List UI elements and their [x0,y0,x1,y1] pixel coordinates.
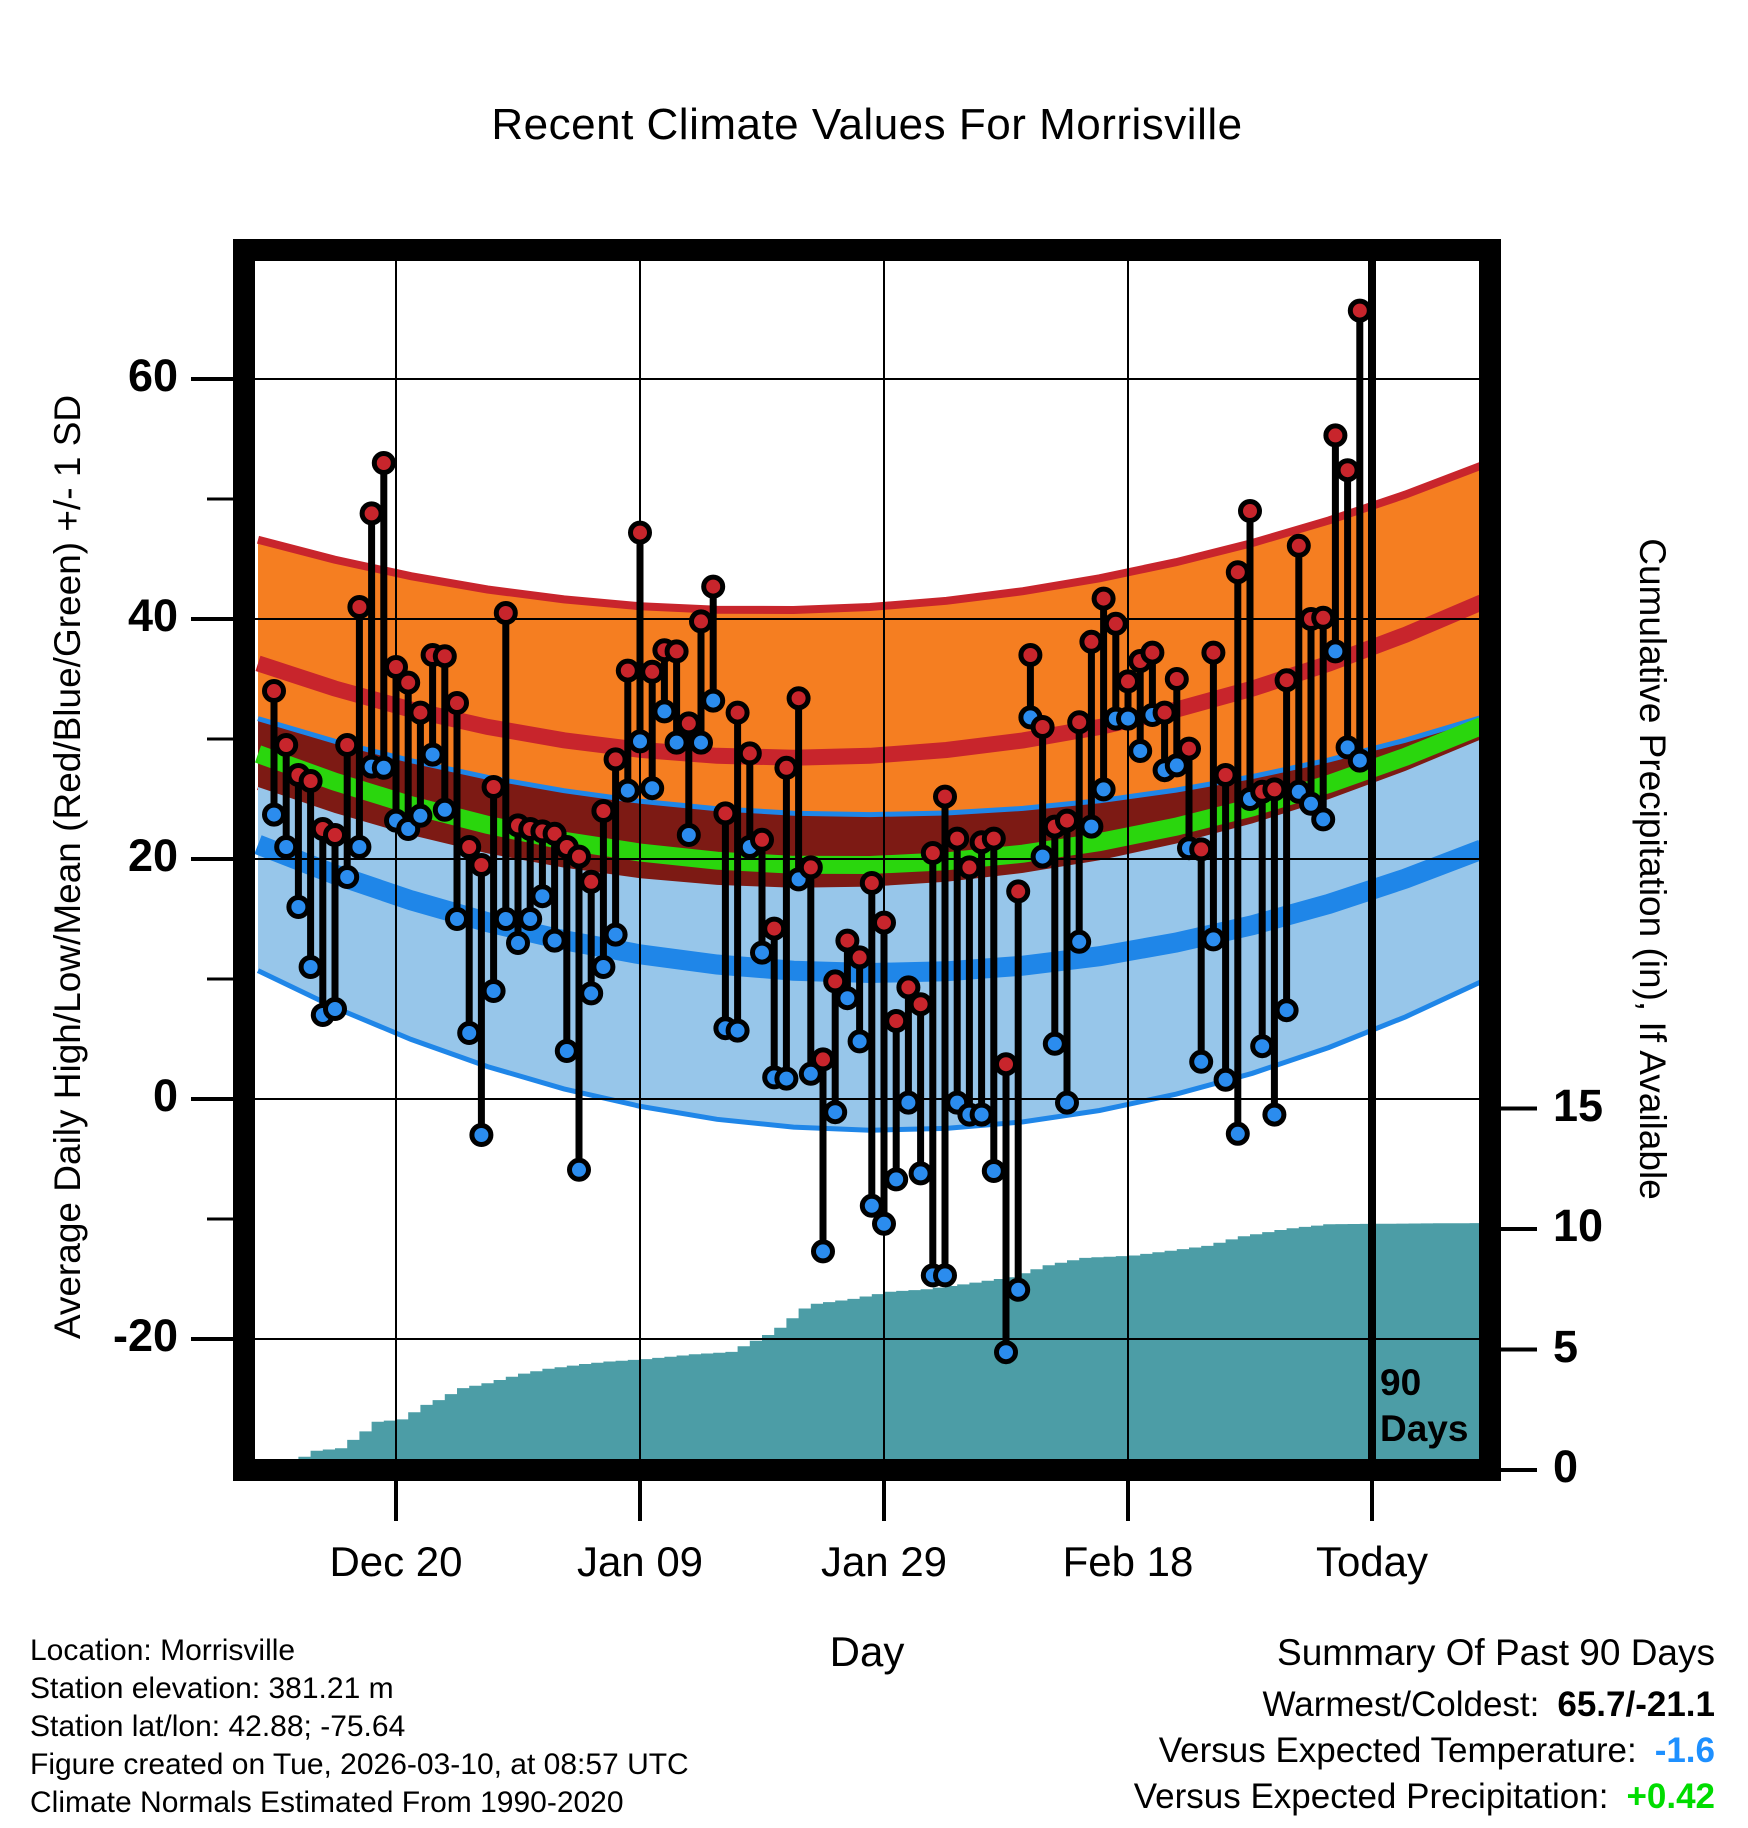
high-dot [362,504,381,523]
high-dot [1350,301,1369,320]
y-axis-tick-label: 40 [127,590,178,641]
high-dot [862,874,881,893]
high-dot [728,703,747,722]
footer-line: Figure created on Tue, 2026-03-10, at 08:57 UTC [30,1748,689,1781]
footer-line: Station elevation: 381.21 m [30,1672,394,1705]
y-axis-tick-label: -20 [112,1310,178,1361]
low-dot [618,781,637,800]
low-dot [667,733,686,752]
summary-title: Summary Of Past 90 Days [1277,1632,1715,1673]
low-dot [435,800,454,819]
high-dot [765,919,784,938]
low-dot [1119,709,1138,728]
high-dot [1082,632,1101,651]
low-dot [1228,1124,1247,1143]
high-dot [1119,672,1138,691]
high-dot [1277,671,1296,690]
high-dot [1265,780,1284,799]
high-dot [753,830,772,849]
low-dot [533,887,552,906]
high-dot [667,642,686,661]
low-dot [1192,1052,1211,1071]
low-dot [1033,847,1052,866]
chart-title: Recent Climate Values For Morrisville [491,100,1243,149]
left-axis-label: Average Daily High/Low/Mean (Red/Blue/Green) +/- 1 SD [47,394,88,1340]
low-dot [338,868,357,887]
footer-line: Station lat/lon: 42.88; -75.64 [30,1710,406,1743]
high-dot [936,787,955,806]
high-dot [301,772,320,791]
low-dot [997,1343,1016,1362]
low-dot [301,958,320,977]
summary-row-value: +0.42 [1626,1777,1715,1816]
high-dot [618,661,637,680]
low-dot [289,898,308,917]
precip-axis-tick-label: 0 [1553,1441,1579,1492]
low-dot [521,910,540,929]
low-dot [1314,810,1333,829]
low-dot [838,989,857,1008]
summary-row-label: Versus Expected Temperature: [1158,1731,1637,1770]
low-dot [875,1214,894,1233]
y-axis-tick-label: 0 [152,1070,178,1121]
high-dot [875,913,894,932]
low-dot [753,943,772,962]
high-dot [606,750,625,769]
right-axis-label: Cumulative Precipitation (in), If Available [1632,538,1673,1200]
low-dot [557,1042,576,1061]
low-dot [655,702,674,721]
high-dot [460,838,479,857]
low-dot [1082,817,1101,836]
low-dot [814,1242,833,1261]
ninety-days-annotation [1380,1360,1468,1452]
low-dot [374,758,393,777]
high-dot [948,829,967,848]
high-dot [435,647,454,666]
high-dot [814,1050,833,1069]
high-dot [1094,589,1113,608]
high-dot [1228,563,1247,582]
summary-block [1134,1632,1715,1820]
low-dot [643,779,662,798]
high-dot [911,995,930,1014]
low-dot [496,910,515,929]
high-dot [1289,536,1308,555]
summary-row [1134,1728,1715,1774]
high-dot [716,804,735,823]
summary-row-label: Warmest/Coldest: [1262,1685,1540,1724]
low-dot [582,984,601,1003]
high-dot [338,736,357,755]
y-axis-tick-label: 60 [127,350,178,401]
high-dot [1204,643,1223,662]
high-dot [789,689,808,708]
high-dot [704,577,723,596]
high-dot [1009,882,1028,901]
low-dot [423,745,442,764]
x-axis-tick-label: Dec 20 [329,1538,463,1585]
low-dot [984,1162,1003,1181]
low-dot [826,1103,845,1122]
low-dot [460,1024,479,1043]
low-dot [1058,1093,1077,1112]
high-dot [570,847,589,866]
high-dot [631,523,650,542]
low-dot [484,982,503,1001]
high-dot [1216,766,1235,785]
x-axis-label: Day [829,1628,905,1675]
low-dot [679,826,698,845]
high-dot [923,844,942,863]
high-dot [1314,608,1333,627]
low-dot [862,1196,881,1215]
low-dot [472,1126,491,1145]
high-dot [692,612,711,631]
footer-line: Location: Morrisville [30,1634,296,1667]
ninety-days-line1: 90 [1380,1362,1422,1403]
high-dot [984,829,1003,848]
low-dot [1204,930,1223,949]
ninety-days-line2: Days [1380,1408,1469,1449]
high-dot [1143,643,1162,662]
high-dot [594,802,613,821]
high-dot [1192,840,1211,859]
high-dot [1033,718,1052,737]
low-dot [1277,1001,1296,1020]
plot-area [255,261,1482,1468]
low-dot [326,1000,345,1019]
high-dot [1167,670,1186,689]
high-dot [350,598,369,617]
low-dot [1009,1280,1028,1299]
high-dot [399,673,418,692]
low-dot [899,1093,918,1112]
low-dot [631,732,650,751]
high-dot [484,778,503,797]
high-dot [740,744,759,763]
low-dot [1253,1037,1272,1056]
high-dot [801,858,820,877]
low-dot [704,691,723,710]
y-axis-tick-label: 20 [127,830,178,881]
low-dot [265,805,284,824]
x-axis-tick-label: Today [1315,1538,1429,1585]
low-dot [1045,1034,1064,1053]
high-dot [1155,703,1174,722]
low-dot [887,1170,906,1189]
low-dot [1265,1105,1284,1124]
high-dot [326,826,345,845]
high-dot [1021,646,1040,665]
low-dot [728,1021,747,1040]
low-dot [1131,742,1150,761]
high-dot [496,604,515,623]
low-dot [350,838,369,857]
high-dot [1326,426,1345,445]
high-dot [277,736,296,755]
low-dot [606,925,625,944]
high-dot [679,714,698,733]
high-dot [643,662,662,681]
x-axis-tick-label: Feb 18 [1062,1538,1194,1585]
low-dot [570,1160,589,1179]
low-dot [777,1069,796,1088]
high-dot [472,856,491,875]
low-dot [509,934,528,953]
precip-axis-tick-label: 5 [1553,1320,1579,1372]
low-dot [1326,642,1345,661]
precip-axis-tick-label: 10 [1553,1200,1604,1251]
summary-row-value: 65.7/-21.1 [1557,1685,1715,1724]
low-dot [448,910,467,929]
low-dot [1070,932,1089,951]
low-dot [972,1105,991,1124]
high-dot [960,858,979,877]
high-dot [1058,811,1077,830]
footer-line: Climate Normals Estimated From 1990-2020 [30,1786,624,1819]
precip-axis-tick-label: 15 [1553,1079,1604,1131]
high-dot [997,1055,1016,1074]
high-dot [448,694,467,713]
high-dot [1180,739,1199,758]
low-dot [1350,751,1369,770]
summary-row [1134,1682,1715,1728]
low-dot [545,931,564,950]
high-dot [374,454,393,473]
low-dot [936,1266,955,1285]
high-dot [777,758,796,777]
summary-row-label: Versus Expected Precipitation: [1133,1777,1609,1816]
high-dot [1106,614,1125,633]
summary-row [1134,1774,1715,1820]
low-dot [277,838,296,857]
x-axis-tick-label: Jan 29 [820,1538,948,1585]
low-dot [692,733,711,752]
low-dot [594,958,613,977]
summary-row-value: -1.6 [1654,1731,1715,1770]
low-dot [1094,780,1113,799]
high-dot [411,703,430,722]
high-dot [265,682,284,701]
high-dot [887,1012,906,1031]
low-dot [1216,1070,1235,1089]
low-dot [850,1032,869,1051]
low-dot [411,806,430,825]
station-footer [30,1632,689,1822]
high-dot [582,872,601,891]
high-dot [850,948,869,967]
high-dot [1338,461,1357,480]
high-dot [1070,713,1089,732]
x-axis-tick-label: Jan 09 [576,1538,704,1585]
high-dot [1241,502,1260,521]
low-dot [911,1164,930,1183]
